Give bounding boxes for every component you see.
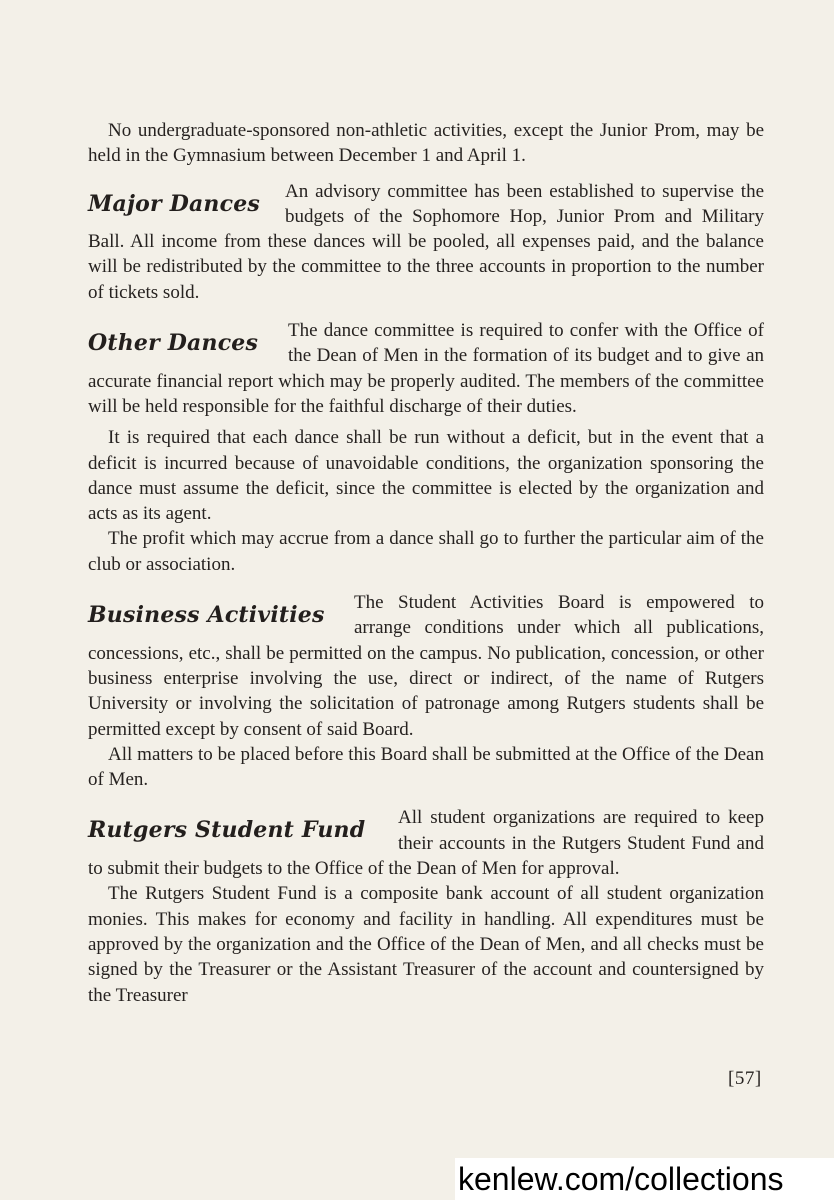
section-paragraph: It is required that each dance shall be run without a deficit, but in the event that a deficit is incurred because of unavoidable conditions, the organization sponsoring the dance must assume the deficit, since the committee is elected by the organization and acts as its agent. xyxy=(88,427,764,525)
section-paragraph: The Rutgers Student Fund is a composite bank account of all student organization monies. This makes for economy and facility in handling. All expenditures must be approved by the organization and the Office of the Dean of Men, and all checks must be signed by the Treasurer or the Assistant Treasurer of the account and countersigned by the Treasurer xyxy=(88,883,764,1006)
section-heading: Major Dances xyxy=(88,190,260,217)
section-heading: Other Dances xyxy=(88,330,259,357)
section-paragraph: The Student Activities Board is empowered to arrange conditions under which all publications, concessions, etc., shall be permitted on the campus. No publication, concession, or other business enterprise involving the use, direct or indirect, of the name of Rutgers University or involving the solicitation of patronage among Rutgers students shall be permitted except by consent of said Board. xyxy=(88,592,764,740)
section-paragraph: An advisory committee has been established to supervise the budgets of the Sophomore Hop, Junior Prom and Military Ball. All income from these dances will be pooled, all expenses paid, and the balance will be redistributed by the committee to the three accounts in proportion to the number of tickets sold. xyxy=(88,180,764,303)
section-paragraph: All matters to be placed before this Board shall be submitted at the Office of the Dean of Men. xyxy=(88,743,764,791)
section-heading: Rutgers Student Fund xyxy=(88,817,366,844)
section-paragraph: All student organizations are required to keep their accounts in the Rutgers Student Fund and to submit their budgets to the Office of the Dean of Men for approval. xyxy=(88,807,764,880)
watermark-text: kenlew.com/collections xyxy=(455,1158,834,1200)
section-business-activities xyxy=(88,590,764,792)
section-rutgers-student-fund xyxy=(88,805,764,1007)
page-body xyxy=(88,118,764,1008)
section-paragraph: The profit which may accrue from a dance shall go to further the particular aim of the club or association. xyxy=(88,528,764,575)
page-number: [57] xyxy=(728,1068,762,1089)
section-heading: Business Activities xyxy=(88,602,325,629)
section-other-dances xyxy=(88,318,764,577)
intro-paragraph: No undergraduate-sponsored non-athletic activities, except the Junior Prom, may be held in the Gymnasium between December 1 and April 1. xyxy=(88,120,764,167)
section-paragraph: The dance committee is required to confer with the Office of the Dean of Men in the formation of its budget and to give an accurate financial report which may be properly audited. The members of the committee will be held responsible for the faithful discharge of their duties. xyxy=(88,320,764,417)
section-major-dances xyxy=(88,179,764,305)
